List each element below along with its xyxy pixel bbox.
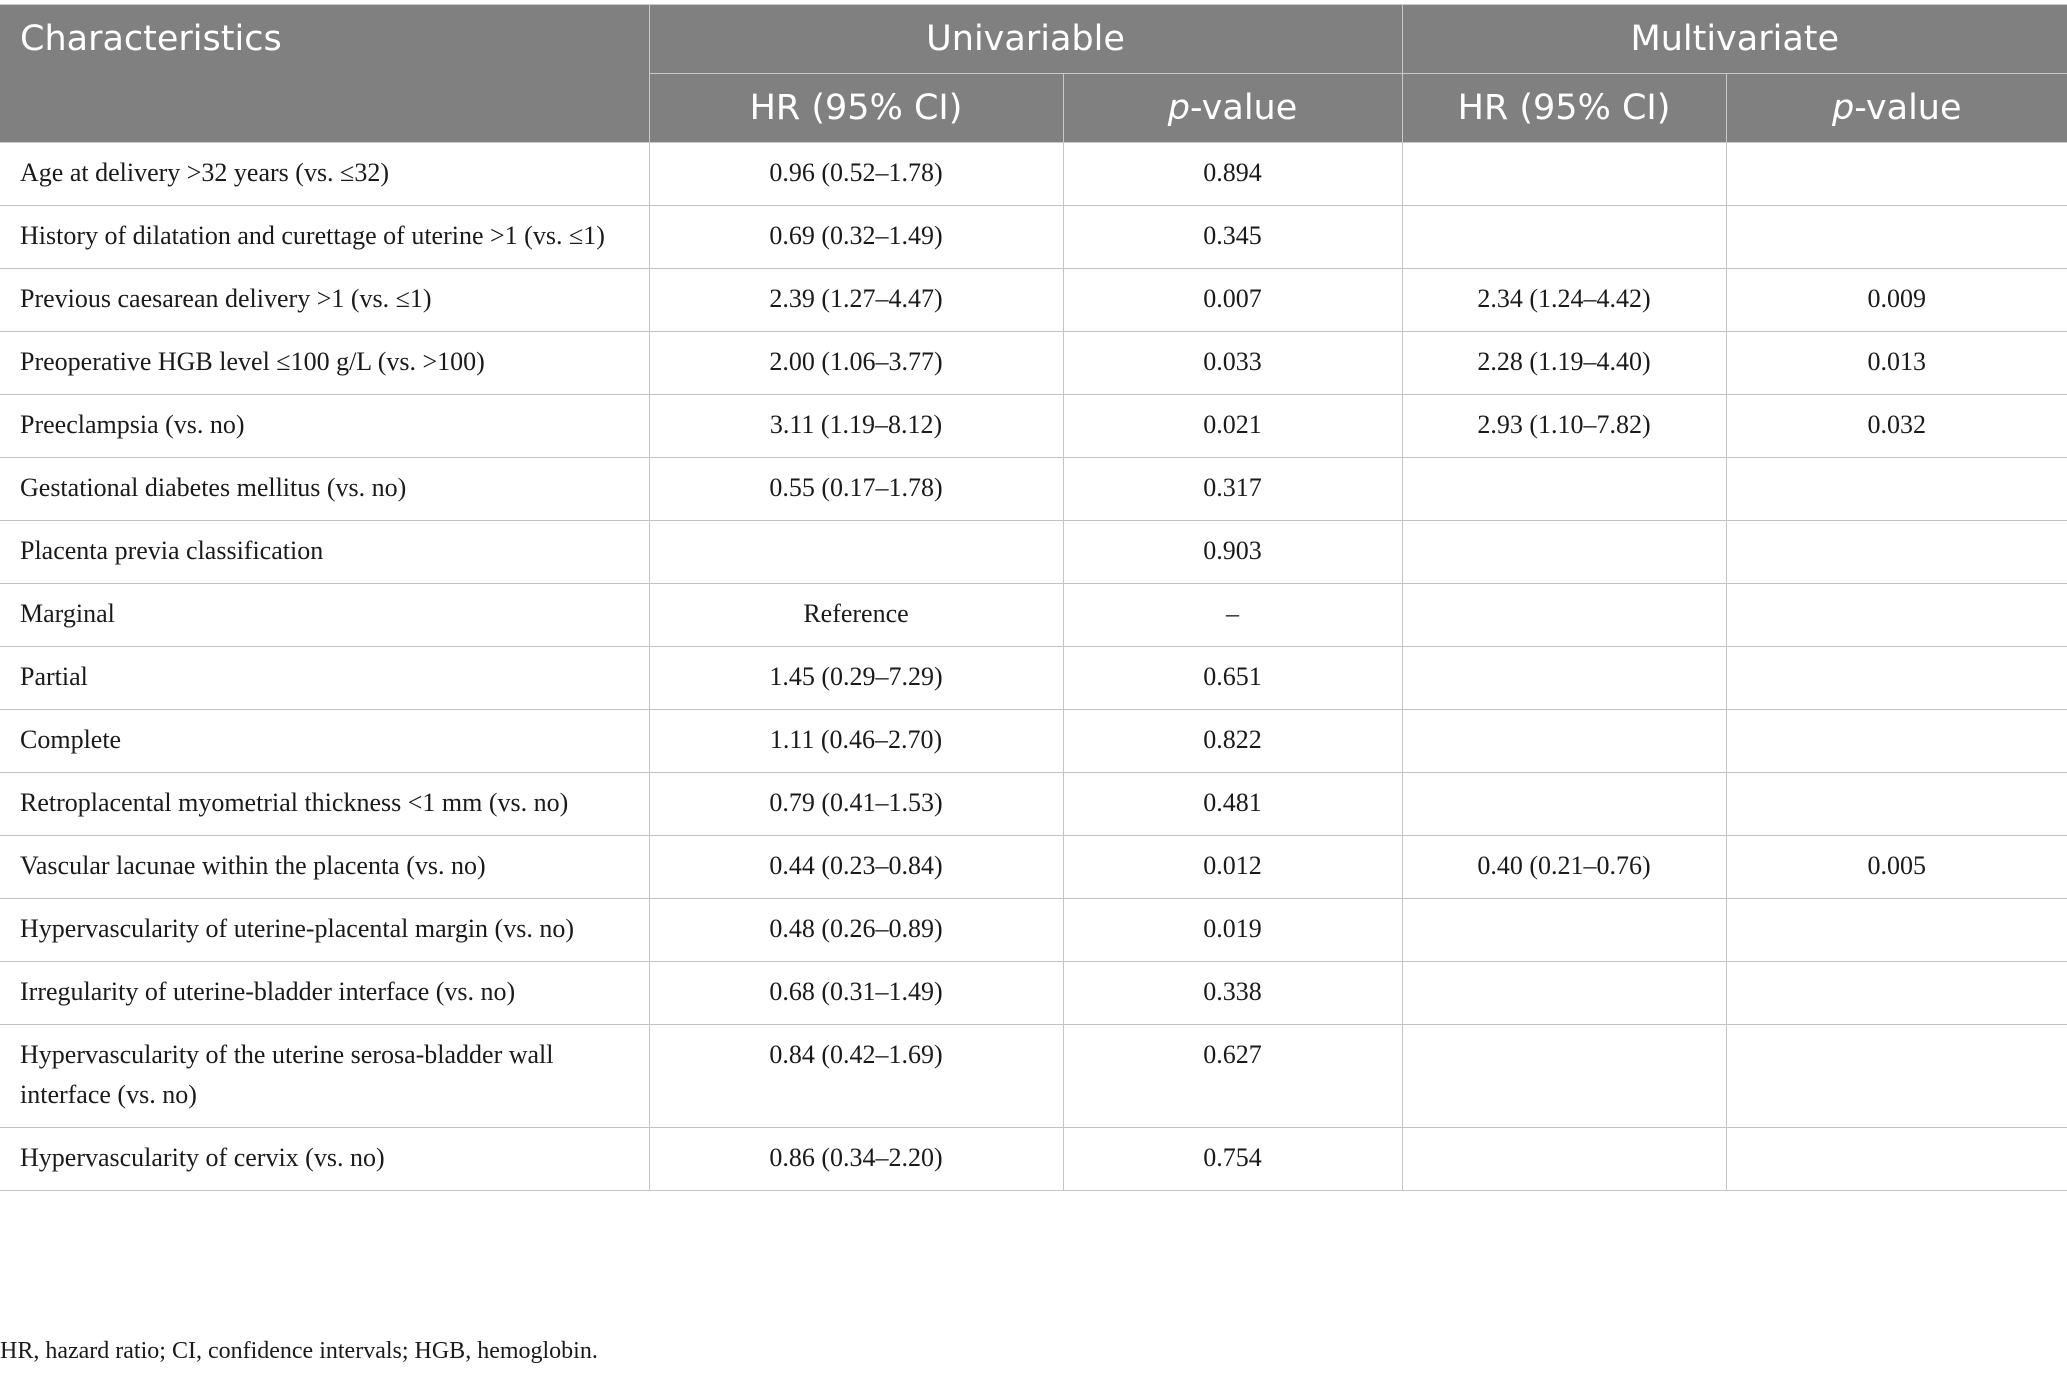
cell-univariable-p: 0.338 <box>1063 962 1402 1025</box>
table-row <box>0 1128 2067 1191</box>
table-row <box>0 710 2067 773</box>
cell-univariable-p: 0.822 <box>1063 710 1402 773</box>
cell-multivariate-hr <box>1402 584 1726 647</box>
cell-multivariate-hr <box>1402 710 1726 773</box>
cell-univariable-p: 0.007 <box>1063 269 1402 332</box>
cell-multivariate-hr <box>1402 899 1726 962</box>
cell-multivariate-p <box>1726 647 2067 710</box>
cell-multivariate-p: 0.005 <box>1726 836 2067 899</box>
header-univariable: Univariable <box>649 5 1402 74</box>
table-row <box>0 332 2067 395</box>
cell-univariable-hr: 0.55 (0.17–1.78) <box>649 458 1063 521</box>
header-multivariate-p <box>1726 74 2067 143</box>
cell-characteristic: Hypervascularity of uterine-placental margin (vs. no) <box>0 899 649 962</box>
cell-univariable-hr: 2.39 (1.27–4.47) <box>649 269 1063 332</box>
cell-univariable-p: 0.754 <box>1063 1128 1402 1191</box>
table-row <box>0 458 2067 521</box>
table-header <box>0 5 2067 143</box>
cell-characteristic: Marginal <box>0 584 649 647</box>
cell-multivariate-p: 0.013 <box>1726 332 2067 395</box>
table-row <box>0 521 2067 584</box>
cell-characteristic: Gestational diabetes mellitus (vs. no) <box>0 458 649 521</box>
cell-multivariate-hr: 0.40 (0.21–0.76) <box>1402 836 1726 899</box>
table-row <box>0 773 2067 836</box>
cell-multivariate-p <box>1726 1128 2067 1191</box>
cell-univariable-hr: 0.84 (0.42–1.69) <box>649 1025 1063 1128</box>
cell-univariable-hr: 0.86 (0.34–2.20) <box>649 1128 1063 1191</box>
cell-multivariate-hr: 2.93 (1.10–7.82) <box>1402 395 1726 458</box>
cell-univariable-p: 0.021 <box>1063 395 1402 458</box>
cell-multivariate-p <box>1726 899 2067 962</box>
cell-characteristic: Previous caesarean delivery >1 (vs. ≤1) <box>0 269 649 332</box>
cell-univariable-hr: 1.11 (0.46–2.70) <box>649 710 1063 773</box>
cell-univariable-p: 0.033 <box>1063 332 1402 395</box>
cell-characteristic: Retroplacental myometrial thickness <1 mm (vs. no) <box>0 773 649 836</box>
cell-univariable-p: 0.627 <box>1063 1025 1402 1128</box>
cell-multivariate-p <box>1726 584 2067 647</box>
cell-multivariate-p <box>1726 143 2067 206</box>
cell-multivariate-p <box>1726 962 2067 1025</box>
cell-characteristic: Vascular lacunae within the placenta (vs. no) <box>0 836 649 899</box>
table-row <box>0 836 2067 899</box>
cell-multivariate-p <box>1726 206 2067 269</box>
table-row <box>0 962 2067 1025</box>
cell-univariable-p: 0.651 <box>1063 647 1402 710</box>
table-row <box>0 1025 2067 1128</box>
cell-multivariate-p: 0.032 <box>1726 395 2067 458</box>
header-multivariate-hr: HR (95% CI) <box>1402 74 1726 143</box>
cell-multivariate-hr <box>1402 647 1726 710</box>
cell-multivariate-hr <box>1402 773 1726 836</box>
cell-multivariate-hr <box>1402 458 1726 521</box>
cell-characteristic: Hypervascularity of cervix (vs. no) <box>0 1128 649 1191</box>
table-row <box>0 647 2067 710</box>
cell-characteristic: History of dilatation and curettage of uterine >1 (vs. ≤1) <box>0 206 649 269</box>
table-row <box>0 584 2067 647</box>
table-row <box>0 206 2067 269</box>
cell-univariable-hr: 2.00 (1.06–3.77) <box>649 332 1063 395</box>
cell-univariable-p: 0.894 <box>1063 143 1402 206</box>
cell-univariable-hr: 0.68 (0.31–1.49) <box>649 962 1063 1025</box>
cell-univariable-hr: 0.48 (0.26–0.89) <box>649 899 1063 962</box>
cell-characteristic: Hypervascularity of the uterine serosa-bladder wall interface (vs. no) <box>0 1025 649 1128</box>
cell-univariable-p: 0.903 <box>1063 521 1402 584</box>
regression-table-container <box>0 4 2067 1191</box>
cell-multivariate-hr <box>1402 206 1726 269</box>
cell-univariable-hr: 0.79 (0.41–1.53) <box>649 773 1063 836</box>
cell-multivariate-hr <box>1402 962 1726 1025</box>
cell-univariable-hr: Reference <box>649 584 1063 647</box>
p-italic: p <box>1832 88 1855 128</box>
cell-multivariate-p <box>1726 521 2067 584</box>
cell-characteristic: Preoperative HGB level ≤100 g/L (vs. >100) <box>0 332 649 395</box>
cell-univariable-hr: 0.96 (0.52–1.78) <box>649 143 1063 206</box>
cell-univariable-p: 0.481 <box>1063 773 1402 836</box>
cell-multivariate-p <box>1726 458 2067 521</box>
cell-multivariate-hr: 2.28 (1.19–4.40) <box>1402 332 1726 395</box>
hazard-ratio-table <box>0 4 2067 1191</box>
table-row <box>0 899 2067 962</box>
table-body <box>0 143 2067 1191</box>
cell-univariable-hr <box>649 521 1063 584</box>
cell-multivariate-hr <box>1402 1025 1726 1128</box>
cell-multivariate-p <box>1726 710 2067 773</box>
cell-univariable-p: 0.012 <box>1063 836 1402 899</box>
cell-univariable-p: 0.317 <box>1063 458 1402 521</box>
cell-characteristic: Preeclampsia (vs. no) <box>0 395 649 458</box>
table-footnote: HR, hazard ratio; CI, confidence intervals; HGB, hemoglobin. <box>0 1338 598 1364</box>
table-row <box>0 143 2067 206</box>
cell-univariable-p: – <box>1063 584 1402 647</box>
header-univariable-p <box>1063 74 1402 143</box>
cell-multivariate-hr <box>1402 521 1726 584</box>
cell-characteristic: Partial <box>0 647 649 710</box>
header-characteristics: Characteristics <box>0 5 649 143</box>
table-row <box>0 395 2067 458</box>
header-univariable-hr: HR (95% CI) <box>649 74 1063 143</box>
cell-multivariate-p: 0.009 <box>1726 269 2067 332</box>
cell-characteristic: Irregularity of uterine-bladder interface (vs. no) <box>0 962 649 1025</box>
cell-univariable-hr: 1.45 (0.29–7.29) <box>649 647 1063 710</box>
header-multivariate: Multivariate <box>1402 5 2067 74</box>
cell-multivariate-hr: 2.34 (1.24–4.42) <box>1402 269 1726 332</box>
cell-univariable-hr: 0.44 (0.23–0.84) <box>649 836 1063 899</box>
cell-multivariate-p <box>1726 773 2067 836</box>
cell-characteristic: Placenta previa classification <box>0 521 649 584</box>
cell-multivariate-p <box>1726 1025 2067 1128</box>
cell-multivariate-hr <box>1402 1128 1726 1191</box>
cell-characteristic: Complete <box>0 710 649 773</box>
p-rest: -value <box>1854 88 1962 128</box>
cell-univariable-hr: 0.69 (0.32–1.49) <box>649 206 1063 269</box>
cell-univariable-hr: 3.11 (1.19–8.12) <box>649 395 1063 458</box>
p-italic: p <box>1167 88 1190 128</box>
p-rest: -value <box>1189 88 1298 128</box>
table-row <box>0 269 2067 332</box>
cell-characteristic: Age at delivery >32 years (vs. ≤32) <box>0 143 649 206</box>
cell-univariable-p: 0.019 <box>1063 899 1402 962</box>
cell-multivariate-hr <box>1402 143 1726 206</box>
cell-univariable-p: 0.345 <box>1063 206 1402 269</box>
